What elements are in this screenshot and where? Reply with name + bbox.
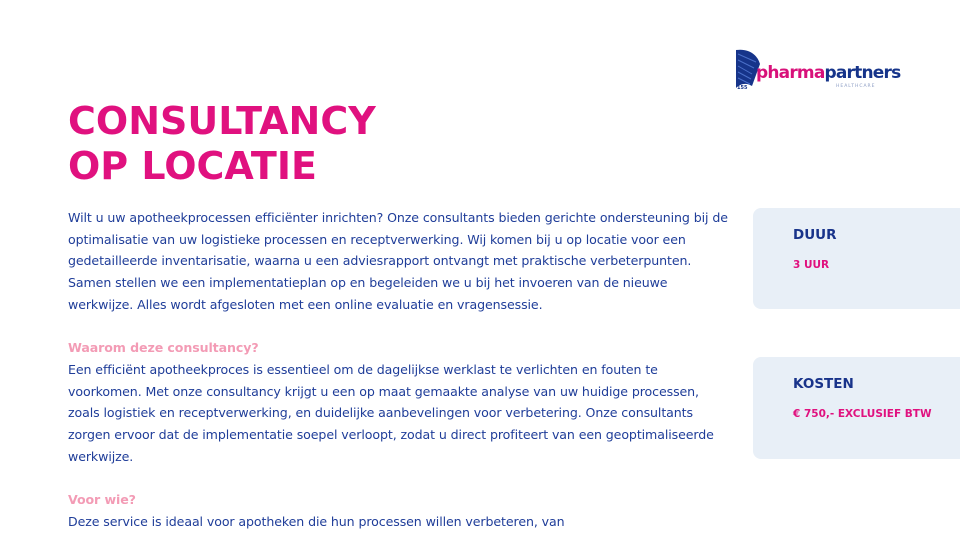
logo-number: 155: [737, 85, 748, 91]
card-value-duration: 3 UUR: [793, 259, 830, 271]
logo-wordmark: [756, 63, 900, 83]
section-text-why: Een efficiënt apotheekproces is essentieel om de dagelijkse werklast te verlichten en fouten te voorkomen. Met onze consultancy krijgt u een op maat gemaakte analyse van uw huidige processen, zoals logistiek en receptverwerking, en duidelijke aanbevelingen voor verbetering. Onze consultants zorgen ervoor dat de implementatie soepel verloopt, zodat u direct profiteert van een geoptimaliseerde werkwijze.: [68, 361, 714, 464]
body-content: [68, 207, 728, 533]
page-title: [68, 99, 488, 189]
title-line-2: OP LOCATIE: [68, 144, 317, 188]
pharmapartners-logo: [732, 46, 910, 96]
card-label-costs: KOSTEN: [793, 376, 854, 392]
intro-paragraph: Wilt u uw apotheekprocessen efficiënter inrichten? Onze consultants bieden gerichte ondersteuning bij de optimalisatie van uw logistieke processen en receptverwerking. Wij komen bij u op locatie voor een gedetailleerde inventarisatie, waarna u een adviesrapport ontvangt met praktische verbeterpunten. Samen stellen we een implementatieplan op en begeleiden we u bij het invoeren van de nieuwe werkwijze. Alles wordt afgesloten met een online evaluatie en vragensessie.: [68, 210, 728, 312]
card-value-costs: € 750,- EXCLUSIEF BTW: [793, 408, 932, 420]
info-card-duration: [753, 208, 960, 309]
logo-text-pharma: pharma: [756, 63, 825, 83]
info-card-costs: [753, 357, 960, 459]
section-heading-why: Waarom deze consultancy?: [68, 340, 259, 356]
section-heading-who: Voor wie?: [68, 492, 136, 508]
card-label-duration: DUUR: [793, 227, 837, 243]
title-line-1: CONSULTANCY: [68, 99, 376, 143]
logo-subtitle: HEALTHCARE: [836, 84, 876, 89]
logo-text-partners: partners: [824, 63, 901, 83]
section-text-who: Deze service is ideaal voor apotheken die hun processen willen verbeteren, van: [68, 513, 565, 529]
